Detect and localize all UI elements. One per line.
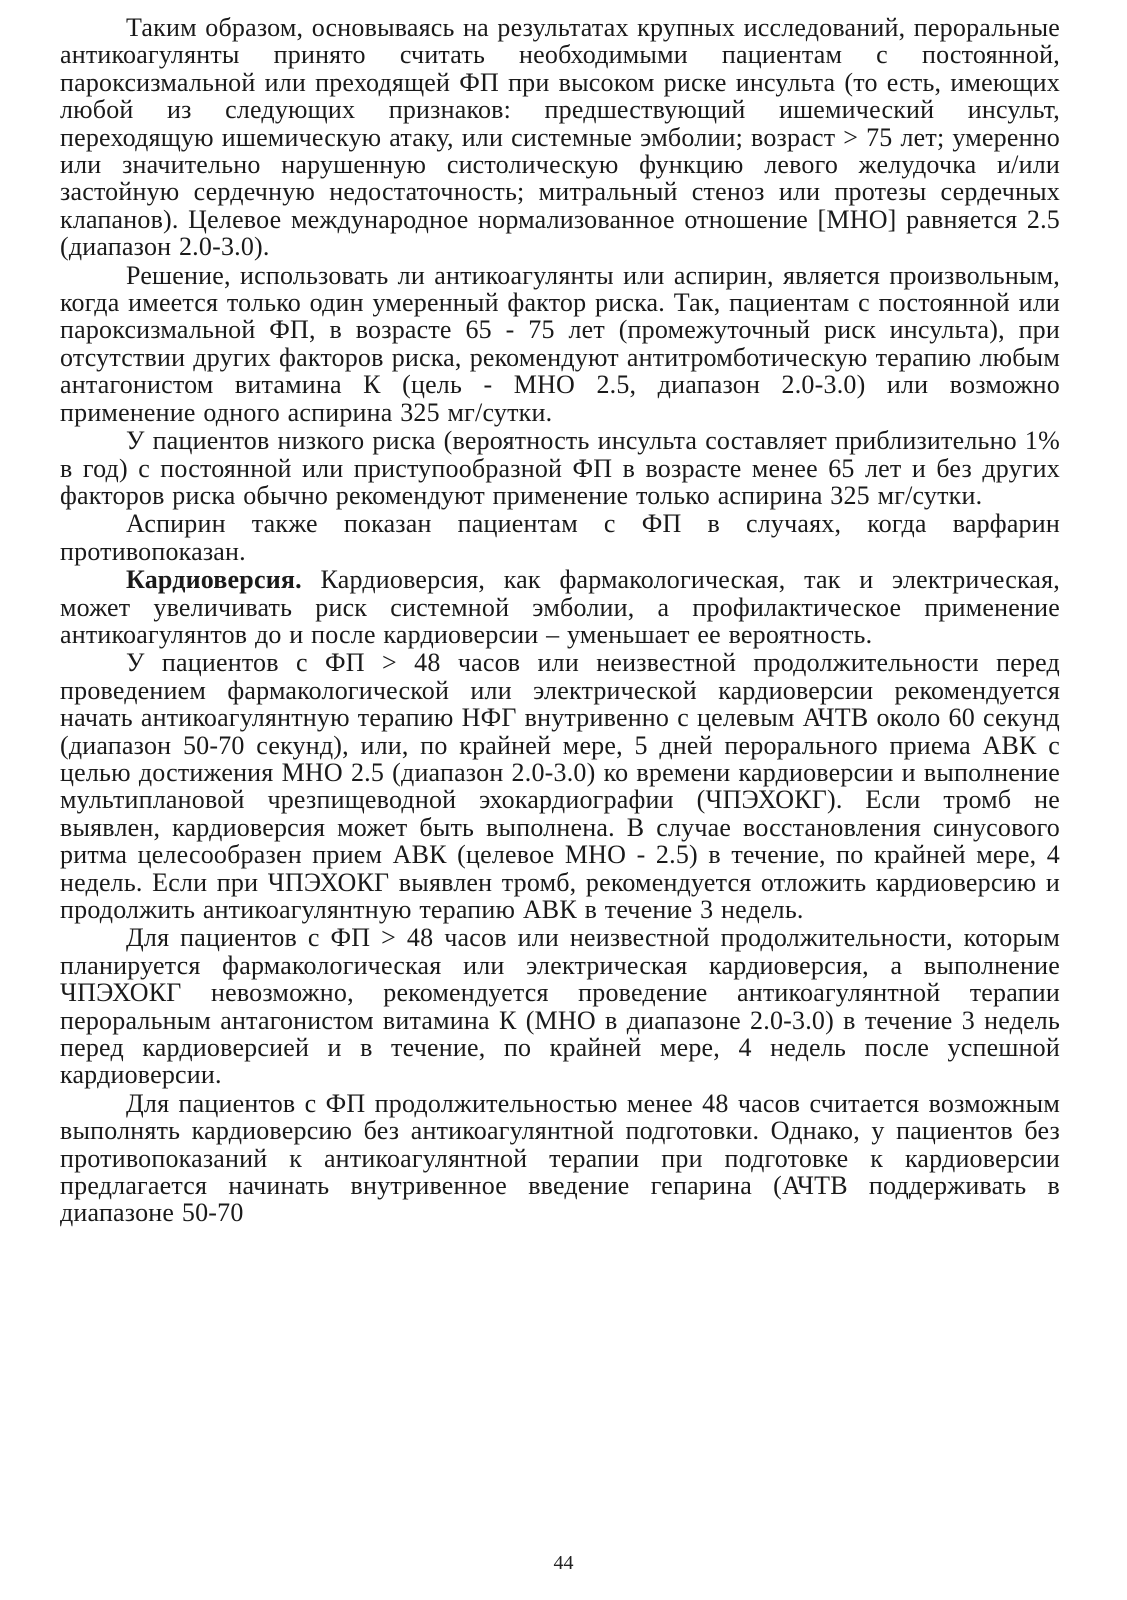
paragraph-text: Аспирин также показан пациентам с ФП в случаях, когда варфарин противопоказан.	[60, 509, 1060, 566]
paragraph-text: Кардиоверсия, как фармакологическая, так и электрическая, может увеличивать риск системной эмболии, а профилактическое применение антикоагулянтов до и после кардиоверсии – уменьшает ее вероятность.	[60, 565, 1060, 649]
paragraph-tee-not-possible	[60, 924, 1060, 1088]
document-page	[60, 14, 1060, 1544]
paragraph-oral-anticoagulants	[60, 14, 1060, 261]
paragraph-low-risk-patients	[60, 427, 1060, 509]
paragraph-af-under-48-hours	[60, 1090, 1060, 1227]
section-heading-cardioversion: Кардиоверсия.	[126, 565, 302, 595]
paragraph-text: У пациентов низкого риска (вероятность инсульта составляет приблизительно 1% в год) с постоянной или приступообразной ФП в возрасте менее 65 лет и без других факторов риска обычно рекомендуют применение только аспирина 325 мг/сутки.	[60, 426, 1060, 510]
paragraph-text: Таким образом, основываясь на результатах крупных исследований, пероральные антикоагулянты принято считать необходимыми пациентам с постоянной, пароксизмальной или преходящей ФП при высоком риске инсульта (то есть, имеющих любой из следующих признаков: предшествующий ишемический инсульт, переходящую ишемическую атаку, или системные эмболии; возраст > 75 лет; умеренно или значительно нарушенную систолическую функцию левого желудочка и/или застойную сердечную недостаточность; митральный стеноз или протезы сердечных клапанов). Целевое международное нормализованное отношение [МНО] равняется 2.5 (диапазон 2.0-3.0).	[60, 13, 1060, 262]
paragraph-text: Решение, использовать ли антикоагулянты или аспирин, является произвольным, когда имеется только один умеренный фактор риска. Так, пациентам с постоянной или пароксизмальной ФП, в возрасте 65 - 75 лет (промежуточный риск инсульта), при отсутствии других факторов риска, рекомендуют антитромботическую терапию любым антагонистом витамина К (цель - МНО 2.5, диапазон 2.0-3.0) или возможно применение одного аспирина 325 мг/сутки.	[60, 260, 1060, 427]
paragraph-text: Для пациентов с ФП продолжительностью менее 48 часов считается возможным выполнять кардиоверсию без антикоагулянтной подготовки. Однако, у пациентов без противопоказаний к антикоагулянтной терапии при подготовке к кардиоверсии предлагается начинать внутривенное введение гепарина (АЧТВ поддерживать в диапазоне 50-70	[60, 1088, 1060, 1228]
paragraph-text: Для пациентов с ФП > 48 часов или неизвестной продолжительности, которым планируется фармакологическая или электрическая кардиоверсия, а выполнение ЧПЭХОКГ невозможно, рекомендуется проведение антикоагулянтной терапии пероральным антагонистом витамина К (МНО в диапазоне 2.0-3.0) в течение 3 недель перед кардиоверсией и в течение, по крайней мере, 4 недель после успешной кардиоверсии.	[60, 923, 1060, 1090]
paragraph-cardioversion	[60, 566, 1060, 648]
paragraph-anticoagulants-or-aspirin	[60, 262, 1060, 426]
paragraph-aspirin-indication	[60, 510, 1060, 565]
paragraph-text: У пациентов с ФП > 48 часов или неизвестной продолжительности перед проведением фармакологической или электрической кардиоверсии рекомендуется начать антикоагулянтную терапию НФГ внутривенно с целевым АЧТВ около 60 секунд (диапазон 50-70 секунд), или, по крайней мере, 5 дней перорального приема АВК с целью достижения МНО 2.5 (диапазон 2.0-3.0) ко времени кардиоверсии и выполнение мультиплановой чрезпищеводной эхокардиографии (ЧПЭХОКГ). Если тромб не выявлен, кардиоверсия может быть выполнена. В случае восстановления синусового ритма целесообразен прием АВК (целевое МНО - 2.5) в течение, по крайней мере, 4 недель. Если при ЧПЭХОКГ выявлен тромб, рекомендуется отложить кардиоверсию и продолжить антикоагулянтную терапию АВК в течение 3 недель.	[60, 648, 1060, 924]
paragraph-af-over-48-hours	[60, 649, 1060, 923]
page-number: 44	[553, 1552, 574, 1574]
